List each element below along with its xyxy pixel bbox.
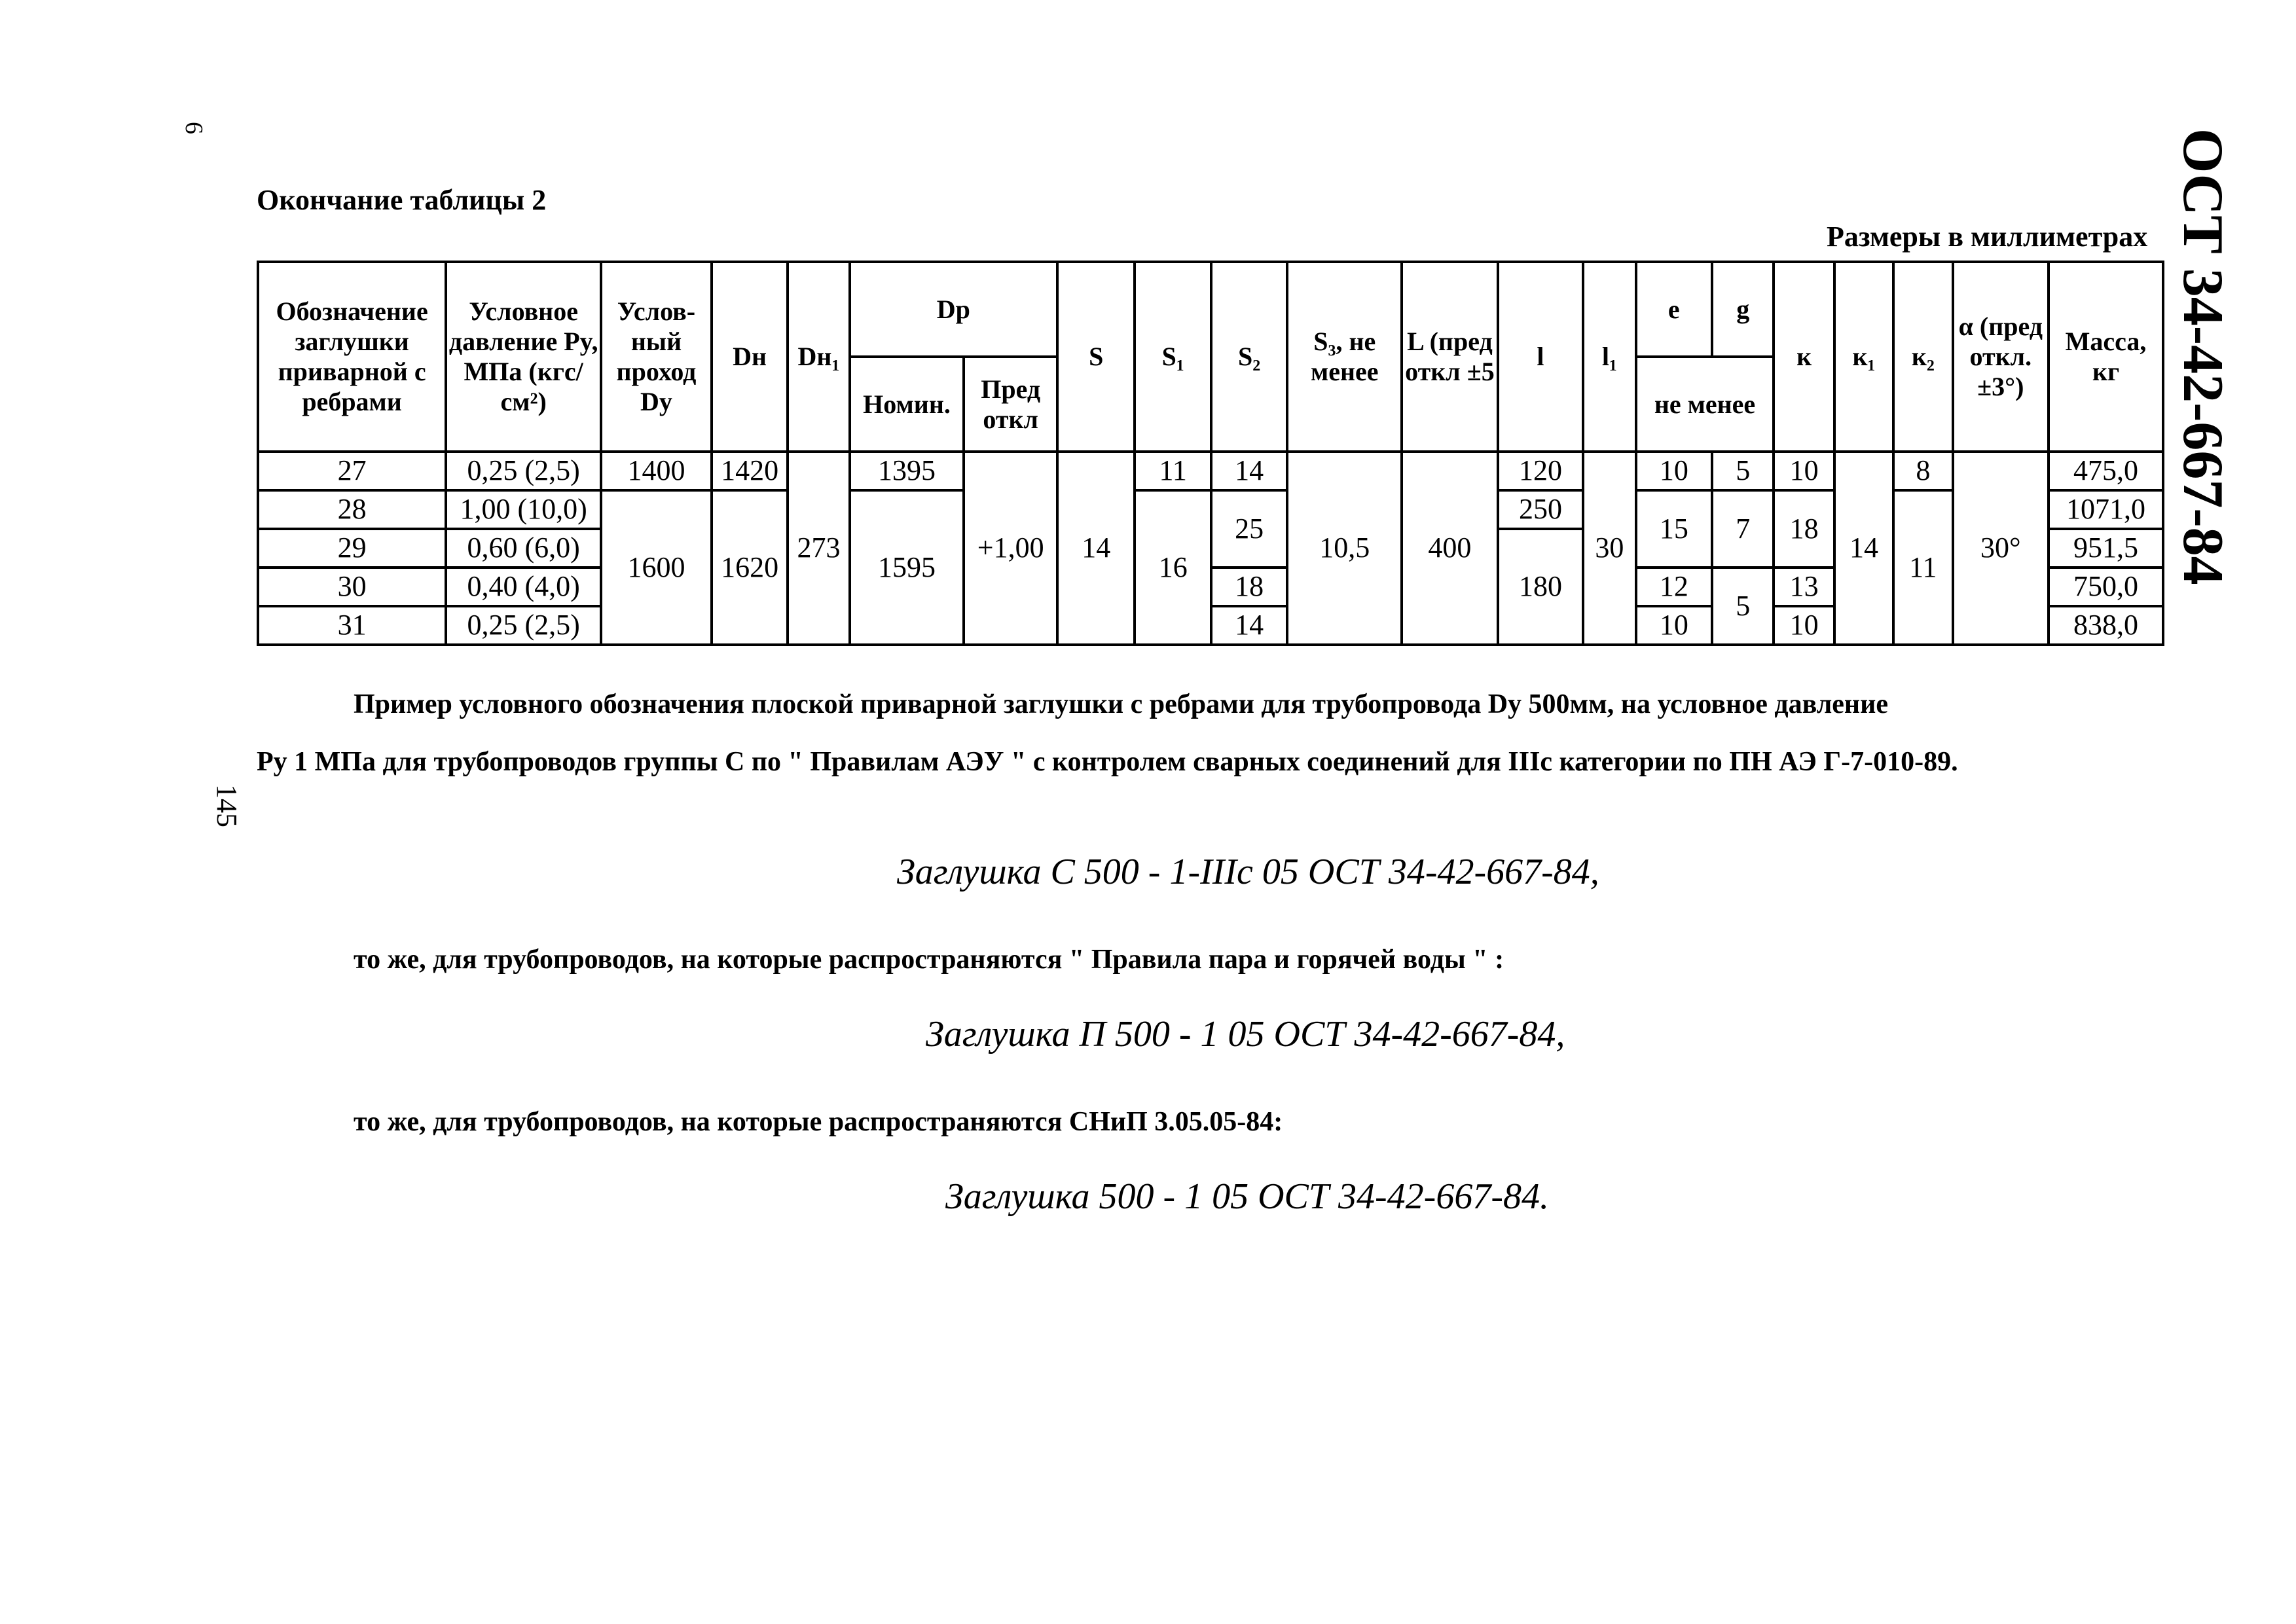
cell-pressure: 0,25 (2,5) <box>446 452 601 490</box>
cell-designation: 31 <box>258 606 446 645</box>
cell-k: 10 <box>1774 452 1834 490</box>
paragraph-snip: то же, для трубопроводов, на которые распространяются СНиП 3.05.05-84: <box>354 1107 1283 1137</box>
cell-k2: 8 <box>1893 452 1952 490</box>
cell-dp-tol: +1,00 <box>964 452 1057 645</box>
cell-s2: 25 <box>1211 490 1287 568</box>
cell-mass: 475,0 <box>2049 452 2163 490</box>
cell-g: 7 <box>1712 490 1774 568</box>
header-designation: Обозначение заглушки приварной с ребрами <box>258 262 446 452</box>
designation-example-3: Заглушка 500 - 1 05 ОСТ 34-42-667-84. <box>945 1176 1549 1217</box>
cell-e: 15 <box>1636 490 1712 568</box>
cell-dn: 1420 <box>712 452 788 490</box>
cell-alpha: 30° <box>1953 452 2049 645</box>
cell-designation: 29 <box>258 529 446 568</box>
example-paragraph-line2: Py 1 МПа для трубопроводов группы С по " Правилам АЭУ " с контролем сварных соединений для IIIс категории по ПН АЭ Г-7-010-89. <box>257 747 1958 777</box>
cell-s2: 14 <box>1211 606 1287 645</box>
units-caption: Размеры в миллиметрах <box>1827 221 2148 253</box>
cell-mass: 750,0 <box>2049 568 2163 606</box>
cell-pressure: 0,60 (6,0) <box>446 529 601 568</box>
header-k: к <box>1774 262 1834 452</box>
header-k2: к₂ <box>1893 262 1952 452</box>
cell-k: 10 <box>1774 606 1834 645</box>
header-g: g <box>1712 262 1774 357</box>
cell-dp-nom: 1395 <box>850 452 964 490</box>
cell-g: 5 <box>1712 568 1774 645</box>
cell-dp-nom: 1595 <box>850 490 964 645</box>
dimensions-table <box>257 261 2164 646</box>
cell-pressure: 0,25 (2,5) <box>446 606 601 645</box>
cell-mass: 951,5 <box>2049 529 2163 568</box>
header-l1: l₁ <box>1583 262 1635 452</box>
cell-k: 18 <box>1774 490 1834 568</box>
header-not-less: не менее <box>1636 357 1774 452</box>
cell-dy: 1600 <box>601 490 712 645</box>
example-paragraph-line1: Пример условного обозначения плоской приварной заглушки с ребрами для трубопровода Dy 500мм, на условное давление <box>354 689 1888 719</box>
cell-s2: 18 <box>1211 568 1287 606</box>
cell-g: 5 <box>1712 452 1774 490</box>
cell-L: 400 <box>1402 452 1498 645</box>
header-s2: S₂ <box>1211 262 1287 452</box>
cell-designation: 30 <box>258 568 446 606</box>
cell-pressure: 1,00 (10,0) <box>446 490 601 529</box>
header-dn: Dн <box>712 262 788 452</box>
header-l: l <box>1498 262 1584 452</box>
header-s: S <box>1057 262 1135 452</box>
cell-k2: 11 <box>1893 490 1952 645</box>
cell-s3: 10,5 <box>1287 452 1402 645</box>
standard-number-vertical: ОСТ 34-42-667-84 <box>2171 128 2234 585</box>
cell-mass: 1071,0 <box>2049 490 2163 529</box>
designation-example-1: Заглушка С 500 - 1-IIIс 05 ОСТ 34-42-667-84, <box>897 852 1599 892</box>
cell-dn1: 273 <box>788 452 849 645</box>
table-caption: Окончание таблицы 2 <box>257 184 547 216</box>
header-passage: Услов-ный проход Dy <box>601 262 712 452</box>
cell-dy: 1400 <box>601 452 712 490</box>
page-number: 6 <box>180 122 208 134</box>
cell-s: 14 <box>1057 452 1135 645</box>
header-L: L (пред откл ±5 <box>1402 262 1498 452</box>
header-alpha: α (пред откл. ±3°) <box>1953 262 2049 452</box>
cell-dn: 1620 <box>712 490 788 645</box>
cell-e: 10 <box>1636 606 1712 645</box>
cell-mass: 838,0 <box>2049 606 2163 645</box>
cell-e: 12 <box>1636 568 1712 606</box>
cell-k: 13 <box>1774 568 1834 606</box>
cell-s1: 16 <box>1135 490 1211 645</box>
table-row <box>258 452 2163 490</box>
header-s3: S₃, не менее <box>1287 262 1402 452</box>
cell-designation: 28 <box>258 490 446 529</box>
header-dp: Dp <box>850 262 1057 357</box>
header-pressure: Условное давление Py, МПа (кгс/см²) <box>446 262 601 452</box>
header-s1: S₁ <box>1135 262 1211 452</box>
header-k1: к₁ <box>1834 262 1893 452</box>
header-dp-tol: Пред откл <box>964 357 1057 452</box>
paragraph-steam-rules: то же, для трубопроводов, на которые распространяются " Правила пара и горячей воды " : <box>354 945 1504 975</box>
cell-k1: 14 <box>1834 452 1893 645</box>
cell-l: 180 <box>1498 529 1584 645</box>
cell-l: 250 <box>1498 490 1584 529</box>
header-dn1: Dн₁ <box>788 262 849 452</box>
cell-s1: 11 <box>1135 452 1211 490</box>
cell-l1: 30 <box>1583 452 1635 645</box>
cell-l: 120 <box>1498 452 1584 490</box>
cell-e: 10 <box>1636 452 1712 490</box>
header-mass: Масса, кг <box>2049 262 2163 452</box>
cell-designation: 27 <box>258 452 446 490</box>
side-page-number: 145 <box>211 784 243 827</box>
cell-s2: 14 <box>1211 452 1287 490</box>
header-dp-nom: Номин. <box>850 357 964 452</box>
cell-pressure: 0,40 (4,0) <box>446 568 601 606</box>
designation-example-2: Заглушка П 500 - 1 05 ОСТ 34-42-667-84, <box>926 1014 1565 1055</box>
header-e: e <box>1636 262 1712 357</box>
